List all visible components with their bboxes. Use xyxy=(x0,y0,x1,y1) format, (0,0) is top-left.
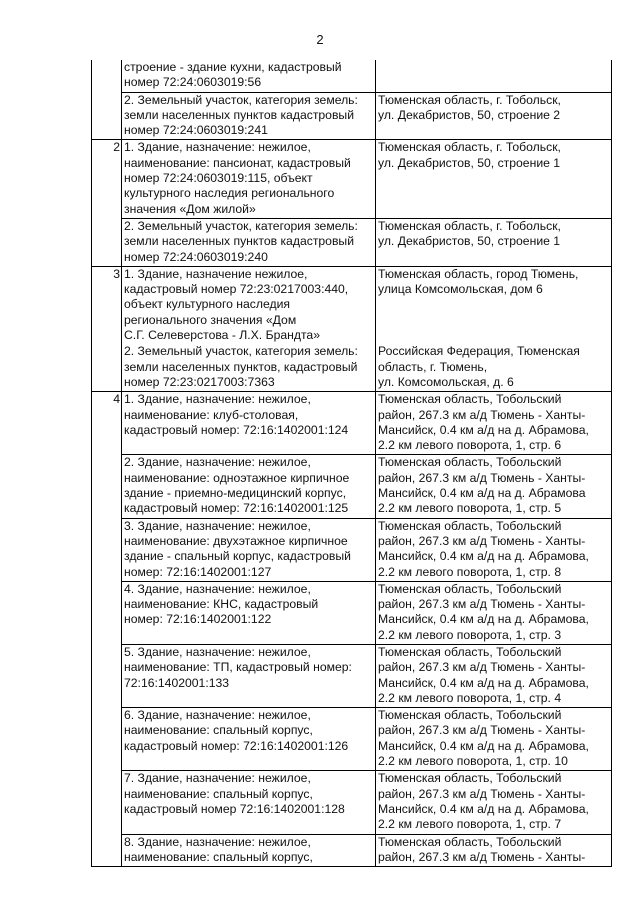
object-description: 4. Здание, назначение: нежилое, наименование: КНС, кадастровый номер: 72:16:1402001:122 xyxy=(122,581,376,644)
table-row xyxy=(92,455,612,518)
table-row xyxy=(92,392,612,455)
object-description: 3. Здание, назначение: нежилое, наименование: двухэтажное кирпичное здание - спальный корпус, кадастровый номер: 72:16:1402001:127 xyxy=(122,518,376,581)
table-row xyxy=(92,644,612,707)
object-description: 2. Земельный участок, категория земель: земли населенных пунктов кадастровый номер 72:24:0603019:241 xyxy=(122,92,376,140)
row-number xyxy=(92,92,122,140)
table-row xyxy=(92,218,612,266)
object-address xyxy=(376,60,612,92)
object-description: 2. Здание, назначение: нежилое, наименование: одноэтажное кирпичное здание - приемно-медицинский корпус, кадастровый номер: 72:16:1402001:125 xyxy=(122,455,376,518)
property-table xyxy=(91,60,612,867)
object-address: Тюменская область, Тобольский район, 267.3 км а/д Тюмень - Ханты- Мансийск, 0.4 км а/д на д. Абрамова 2.2 км левого поворота, 1, стр. 5 xyxy=(376,455,612,518)
table-row xyxy=(92,344,612,391)
table-row xyxy=(92,771,612,834)
object-description: 8. Здание, назначение: нежилое, наименование: спальный корпус, xyxy=(122,834,376,867)
row-number xyxy=(92,344,122,391)
object-description: строение - здание кухни, кадастровый номер 72:24:0603019:56 xyxy=(122,60,376,92)
object-address: Тюменская область, Тобольский район, 267.3 км а/д Тюмень - Ханты- Мансийск, 0.4 км а/д на д. Абрамова, 2.2 км левого поворота, 1, стр. 6 xyxy=(376,392,612,455)
table-row xyxy=(92,518,612,581)
row-number: 3 xyxy=(92,266,122,344)
object-address: Российская Федерация, Тюменская область, г. Тюмень, ул. Комсомольская, д. 6 xyxy=(376,344,612,391)
row-number xyxy=(92,60,122,92)
object-description: 7. Здание, назначение: нежилое, наименование: спальный корпус, кадастровый номер 72:16:1402001:128 xyxy=(122,771,376,834)
object-description: 2. Земельный участок, категория земель: земли населенных пунктов кадастровый номер 72:24:0603019:240 xyxy=(122,218,376,266)
object-description: 6. Здание, назначение: нежилое, наименование: спальный корпус, кадастровый номер: 72:16:1402001:126 xyxy=(122,708,376,771)
object-description: 5. Здание, назначение: нежилое, наименование: ТП, кадастровый номер: 72:16:1402001:133 xyxy=(122,644,376,707)
row-number: 4 xyxy=(92,392,122,455)
object-address: Тюменская область, Тобольский район, 267.3 км а/д Тюмень - Ханты- Мансийск, 0.4 км а/д на д. Абрамова, 2.2 км левого поворота, 1, стр. 7 xyxy=(376,771,612,834)
object-address: Тюменская область, г. Тобольск, ул. Декабристов, 50, строение 2 xyxy=(376,92,612,140)
row-number xyxy=(92,218,122,266)
object-address: Тюменская область, г. Тобольск, ул. Декабристов, 50, строение 1 xyxy=(376,218,612,266)
row-number: 2 xyxy=(92,140,122,218)
table-row xyxy=(92,140,612,218)
row-number xyxy=(92,581,122,644)
object-description: 2. Земельный участок, категория земель: земли населенных пунктов, кадастровый номер 72:23:0217003:7363 xyxy=(122,344,376,391)
page-number: 2 xyxy=(316,32,324,47)
table-row xyxy=(92,60,612,92)
object-address: Тюменская область, г. Тобольск, ул. Декабристов, 50, строение 1 xyxy=(376,140,612,218)
row-number xyxy=(92,834,122,867)
table-row xyxy=(92,708,612,771)
object-address: Тюменская область, Тобольский район, 267.3 км а/д Тюмень - Ханты- Мансийск, 0.4 км а/д на д. Абрамова, 2.2 км левого поворота, 1, стр. 3 xyxy=(376,581,612,644)
row-number xyxy=(92,518,122,581)
table-row xyxy=(92,834,612,867)
row-number xyxy=(92,644,122,707)
row-number xyxy=(92,771,122,834)
table-row xyxy=(92,92,612,140)
object-address: Тюменская область, Тобольский район, 267.3 км а/д Тюмень - Ханты- Мансийск, 0.4 км а/д на д. Абрамова, 2.2 км левого поворота, 1, стр. 8 xyxy=(376,518,612,581)
row-number xyxy=(92,455,122,518)
table-row xyxy=(92,581,612,644)
object-address: Тюменская область, Тобольский район, 267.3 км а/д Тюмень - Ханты- Мансийск, 0.4 км а/д на д. Абрамова, 2.2 км левого поворота, 1, стр. 10 xyxy=(376,708,612,771)
object-description: 1. Здание, назначение: нежилое, наименование: клуб-столовая, кадастровый номер: 72:16:1402001:124 xyxy=(122,392,376,455)
object-address: Тюменская область, Тобольский район, 267.3 км а/д Тюмень - Ханты- Мансийск, 0.4 км а/д на д. Абрамова, 2.2 км левого поворота, 1, стр. 4 xyxy=(376,644,612,707)
row-number xyxy=(92,708,122,771)
object-description: 1. Здание, назначение: нежилое, наименование: пансионат, кадастровый номер 72:24:0603019:115, объект культурного наследия регионального значения «Дом жилой» xyxy=(122,140,376,218)
object-address: Тюменская область, Тобольский район, 267.3 км а/д Тюмень - Ханты- xyxy=(376,834,612,867)
object-address: Тюменская область, город Тюмень, улица Комсомольская, дом 6 xyxy=(376,266,612,344)
object-description: 1. Здание, назначение нежилое, кадастровый номер 72:23:0217003:440, объект культурного наследия регионального значения «Дом С.Г. Селеверстова - Л.Х. Брандта» xyxy=(122,266,376,344)
table-row xyxy=(92,266,612,344)
